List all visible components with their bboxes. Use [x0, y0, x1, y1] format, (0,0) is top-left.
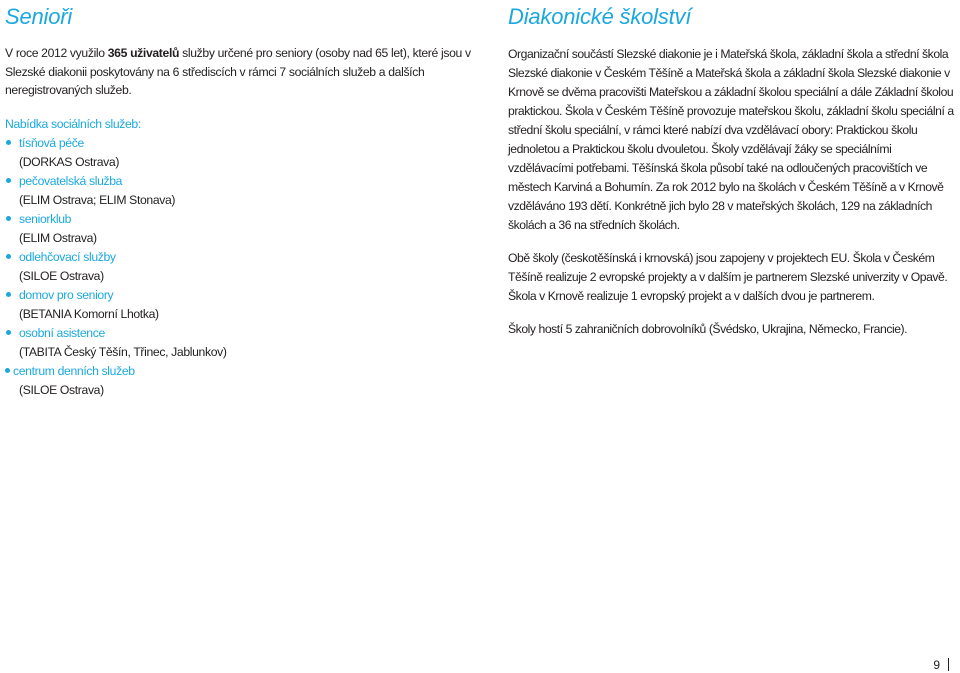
page-number-divider [948, 658, 949, 671]
service-name: pečovatelská služba [19, 173, 123, 188]
service-provider: (SILOE Ostrava) [19, 268, 104, 283]
education-paragraph: Školy hostí 5 zahraničních dobrovolníků (Švédsko, Ukrajina, Německo, Francie). [508, 322, 908, 336]
seniors-section [5, 0, 475, 400]
page-number [933, 658, 949, 672]
service-name: odlehčovací služby [19, 249, 116, 264]
service-item [5, 324, 475, 362]
bullet-icon [6, 254, 11, 259]
page-number-value: 9 [933, 658, 940, 672]
service-item [5, 134, 475, 172]
seniors-users-count: 365 uživatelů [107, 46, 180, 60]
service-provider: (ELIM Ostrava) [19, 230, 97, 245]
education-paragraph: Obě školy (českotěšínská i krnovská) jsou zapojeny v projektech EU. Škola v Českém Těšíně realizuje 2 evropské projekty a v dalším je partnerem Slezské univerzity v Opavě. Škola v Krnově realizuje 1 evropský projekt a v dalších dvou je partnerem. [508, 251, 948, 303]
seniors-title: Senioři [5, 4, 73, 29]
services-heading: Nabídka sociálních služeb: [5, 116, 141, 131]
seniors-intro-start: V roce 2012 využilo [5, 46, 108, 60]
education-section [508, 0, 958, 339]
bullet-icon [6, 292, 11, 297]
service-name: seniorklub [19, 211, 72, 226]
service-provider: (BETANIA Komorní Lhotka) [19, 306, 159, 321]
education-title: Diakonické školství [508, 4, 692, 29]
services-list [5, 134, 475, 400]
service-name: osobní asistence [19, 325, 105, 340]
bullet-icon [6, 330, 11, 335]
service-provider: (DORKAS Ostrava) [19, 154, 120, 169]
service-provider: (SILOE Ostrava) [19, 382, 104, 397]
service-name: centrum denních služeb [13, 363, 135, 378]
bullet-icon [6, 216, 11, 221]
service-name: tísňová péče [19, 135, 84, 150]
service-name: domov pro seniory [19, 287, 114, 302]
seniors-intro-rest: služby určené pro seniory (osoby nad 65 let), které jsou v Slezské diakonii poskytovány na 6 střediscích v rámci 7 sociálních služeb a dalších neregistrovaných služeb. [5, 46, 471, 97]
service-provider: (TABITA Český Těšín, Třinec, Jablunkov) [19, 344, 227, 359]
service-item [5, 286, 475, 324]
bullet-icon [5, 368, 10, 373]
service-item [5, 172, 475, 210]
service-item [5, 248, 475, 286]
education-paragraph: Organizační součástí Slezské diakonie je i Mateřská škola, základní škola a střední škola Slezské diakonie v Českém Těšíně a Mateřská škola a základní škola Slezské diakonie v Krnově se dvěma pracovišti Mateřskou a základní školou speciální a dále Základní školou praktickou. Škola v Českém Těšíně provozuje mateřskou školu, základní školu speciální a střední školu speciální, v rámci které nabízí dva vzdělávací obory: Praktickou školu jednoletou a Praktickou školu dvouletou. Školy vzdělávají žáky se speciálními vzdělávacími potřebami. Těšínská škola působí také na odloučených pracovištích ve městech Karviná a Bohumín. Za rok 2012 bylo na školách v Českém Těšíně a v Krnově vzděláváno 193 dětí. Konkrétně jich bylo 28 v mateřských školách, 129 na základních školách a 36 na středních školách. [508, 47, 954, 232]
service-item [5, 362, 475, 400]
service-item [5, 210, 475, 248]
service-provider: (ELIM Ostrava; ELIM Stonava) [19, 192, 176, 207]
bullet-icon [6, 178, 11, 183]
bullet-icon [6, 140, 11, 145]
seniors-intro [5, 44, 475, 100]
